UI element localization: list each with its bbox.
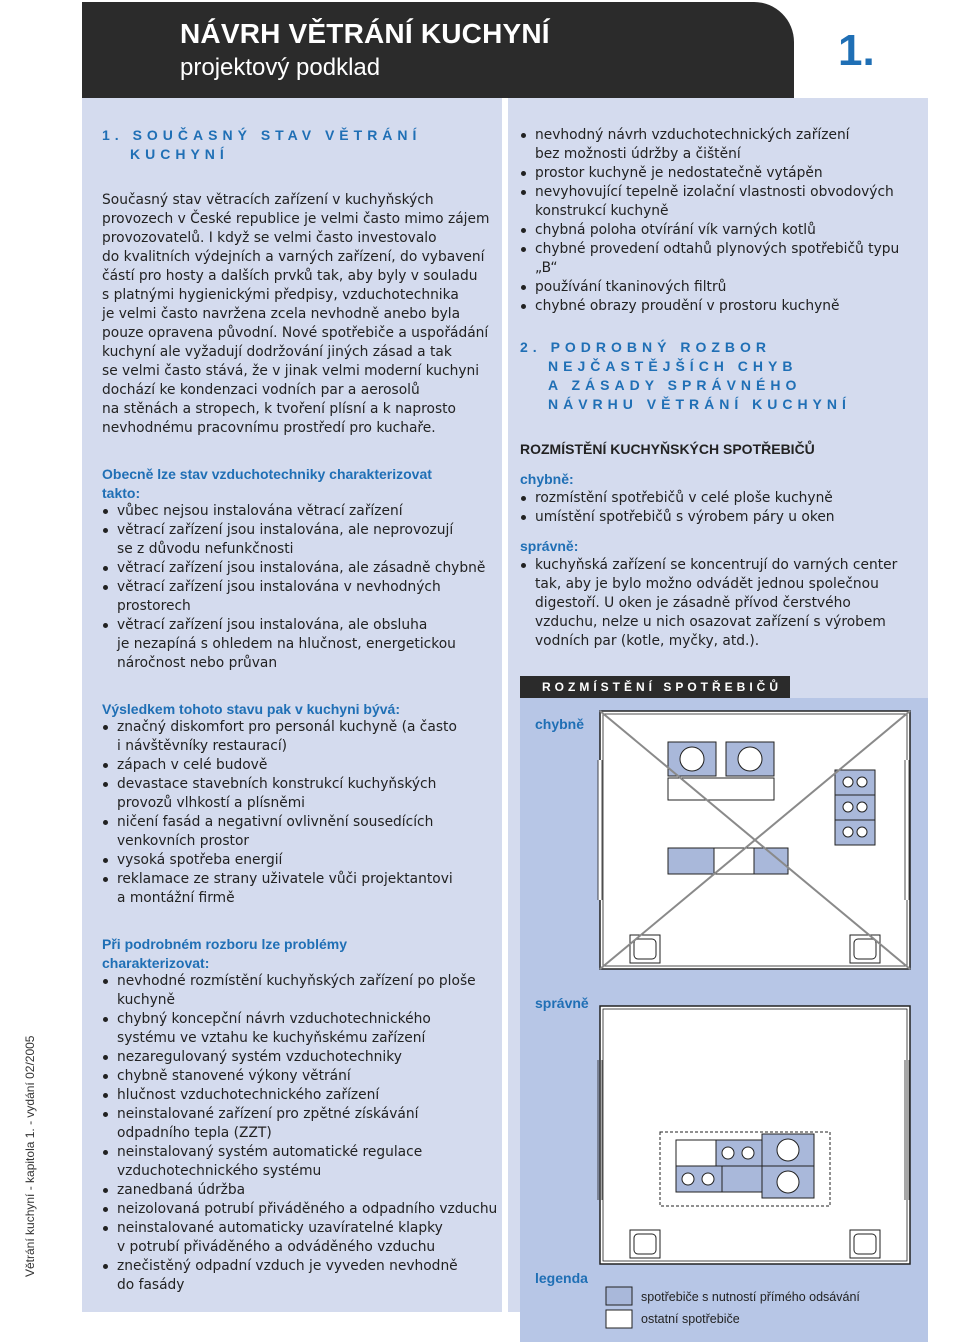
list-item-line: větrací zařízení jsou instalována, ale obsluha (117, 617, 428, 633)
intro-line: kuchyní ale vyžadují dodržování jiných zásad a tak (102, 344, 452, 360)
list-item-line: vysoká spotřeba energií (117, 852, 283, 868)
list-item-line: znečistěný odpadní vzduch je vyveden nevhodně (117, 1258, 458, 1274)
section1-line1: SOUČASNÝ STAV VĚTRÁNÍ (132, 127, 422, 143)
lead-line: charakterizovat: (102, 955, 210, 971)
lead-line: Výsledkem tohoto stavu pak v kuchyni bývá: (102, 701, 400, 717)
list-item-line: vzduchu, nelze u nich osazovat zařízení s výrobem (535, 614, 886, 630)
list-item-line: umístění spotřebičů s výrobem páry u oken (535, 509, 835, 525)
intro-line: dochází ke kondenzaci vodních par a aerosolů (102, 382, 420, 398)
section2-line4: NÁVRHU VĚTRÁNÍ KUCHYNÍ (548, 396, 851, 412)
list-item-line: provozů vlhkostí a plísněmi (117, 795, 306, 811)
list-item-line: používání tkaninových filtrů (535, 279, 727, 295)
intro-line: částí pro hosty a dalších prvků tak, aby byly v souladu (102, 268, 478, 284)
legend-item-extract: spotřebiče s nutností přímého odsávání (641, 1290, 860, 1304)
intro-line: nevhodnému pracovnímu prostředí pro kuchaře. (102, 420, 436, 436)
list-item-line: neinstalované zařízení pro zpětné získávání (117, 1106, 419, 1122)
list-item-line: neinstalované automaticky uzavíratelné klapky (117, 1220, 443, 1236)
list-item-line: hlučnost vzduchotechnického zařízení (117, 1087, 380, 1103)
list-item-line: větrací zařízení jsou instalována v nevhodných (117, 579, 441, 595)
list-item-line: chybný koncepční návrh vzduchotechnického (117, 1011, 431, 1027)
list-item-line: je nezapíná s ohledem na hlučnost, energetickou (117, 636, 456, 652)
lead-line: Při podrobném rozboru lze problémy (102, 936, 348, 952)
list-item-line: kuchyňská zařízení se koncentrují do varných center (535, 557, 898, 573)
chapter-number: 1. (838, 26, 875, 75)
legend-swatch-extract (606, 1287, 632, 1305)
list-item-line: systému ve vztahu ke kuchyňskému zařízení (117, 1030, 426, 1046)
lead-line: Obecně lze stav vzduchotechniky charakterizovat (102, 466, 432, 482)
legend-title: legenda (535, 1270, 588, 1286)
list-item-line: kuchyně (117, 992, 176, 1008)
list-item-line: značný diskomfort pro personál kuchyně (a často (117, 719, 457, 735)
diagram-wrong-label: chybně (535, 716, 585, 732)
list-item-line: neinstalovaný systém automatické regulace (117, 1144, 423, 1160)
list-item-line: chybně stanovené výkony větrání (117, 1068, 351, 1084)
intro-line: provozovatelů. I když se velmi často investovalo (102, 230, 437, 246)
list-item-line: tak, aby je bylo možno odvádět jednou společnou (535, 576, 879, 592)
list-item-line: v potrubí přiváděného a odváděného vzduchu (117, 1239, 436, 1255)
list-item-line: konstrukcí kuchyně (535, 203, 669, 219)
list-item-line: chybné provedení odtahů plynových spotřebičů typu „B“ (535, 241, 900, 276)
section1-line2: KUCHYNÍ (130, 146, 229, 162)
intro-line: pouze opravena původní. Nové spotřebiče a uspořádání (102, 325, 489, 341)
page-title: NÁVRH VĚTRÁNÍ KUCHYNÍ (180, 18, 550, 49)
list-item-line: zanedbaná údržba (117, 1182, 246, 1198)
list-item-line: neizolovaná potrubí přiváděného a odpadního vzduchu (117, 1201, 498, 1217)
list-item-line: nevhodný návrh vzduchotechnických zařízení (535, 127, 850, 143)
list-item-line: chybná poloha otvírání vík varných kotlů (535, 222, 816, 238)
list-item-line: nevhodné rozmístění kuchyňských zařízení po ploše (117, 973, 476, 989)
list-item-line: vůbec nejsou instalována větrací zařízení (117, 503, 403, 519)
list-item-line: reklamace ze strany uživatele vůči projektantovi (117, 871, 453, 887)
sidebar-caption: Větrání kuchyní - kapitola 1. - vydání 02/2005 (23, 1035, 37, 1277)
diagram-tab: ROZMÍSTĚNÍ SPOTŘEBIČŮ (520, 676, 790, 698)
intro-line: do kvalitních výdejních a varných zařízení, do vybavení (102, 249, 485, 265)
list-item-line: do fasády (117, 1277, 185, 1293)
plan-wrong (598, 711, 910, 969)
section2-number: 2. (520, 339, 542, 355)
list-item-line: prostorech (117, 598, 191, 614)
list-item-line: vzduchotechnického systému (117, 1163, 322, 1179)
list-item-line: i návštěvníky restaurací) (117, 738, 288, 754)
list-item-line: ničení fasád a negativní ovlivnění sousedících (117, 814, 434, 830)
intro-line: je velmi často navržena zcela nevhodně anebo byla (102, 306, 461, 322)
list-item-line: chybné obrazy proudění v prostoru kuchyně (535, 298, 840, 314)
list-item-line: a montážní firmě (117, 890, 235, 906)
list-item-line: rozmístění spotřebičů v celé ploše kuchyně (535, 490, 833, 506)
section1-number: 1. (102, 127, 124, 143)
intro-line: Současný stav větracích zařízení v kuchyňských (102, 192, 434, 208)
list-item-line: se z důvodu nefunkčnosti (117, 541, 294, 557)
diagram-correct-label: správně (535, 995, 589, 1011)
list-item-line: digestoří. U oken je zásadně přívod čerstvého (535, 595, 851, 611)
list-item-line: devastace stavebních konstrukcí kuchyňských (117, 776, 437, 792)
legend-item-other: ostatní spotřebiče (641, 1312, 740, 1326)
list-item-line: odpadního tepla (ZZT) (117, 1125, 272, 1141)
legend-swatch-other (606, 1310, 632, 1328)
list-item-line: náročnost nebo průvan (117, 655, 278, 671)
list-item-line: vodních par (kotle, myčky, atd.). (535, 633, 760, 649)
section2-line2: NEJČASTĚJŠÍCH CHYB (548, 358, 798, 374)
section2-line1: PODROBNÝ ROZBOR (550, 339, 772, 355)
plan-correct (598, 1006, 910, 1264)
intro-line: na stěnách a stropech, k tvoření plísní a k naprosto (102, 401, 456, 417)
list-item-line: nezaregulovaný systém vzduchotechniky (117, 1049, 402, 1065)
list-item-line: venkovních prostor (117, 833, 250, 849)
wrong-label: chybně: (520, 471, 574, 487)
list-item-line: nevyhovující tepelně izolační vlastnosti obvodových (535, 184, 894, 200)
intro-line: se velmi často stává, že v jinak velmi moderní kuchyni (102, 363, 480, 379)
list-item-line: větrací zařízení jsou instalována, ale neprovozují (117, 522, 454, 538)
list-item-line: zápach v celé budově (117, 757, 268, 773)
list-item-line: větrací zařízení jsou instalována, ale zásadně chybně (117, 560, 486, 576)
list-item-line: prostor kuchyně je nedostatečně vytápěn (535, 165, 823, 181)
section2-line3: A ZÁSADY SPRÁVNÉHO (548, 377, 802, 393)
correct-label: správně: (520, 538, 579, 554)
intro-line: s platnými hygienickými předpisy, vzduchotechnika (102, 287, 459, 303)
page-subtitle: projektový podklad (180, 54, 381, 81)
list-item-line: bez možnosti údržby a čištění (535, 146, 741, 162)
lead-line: takto: (102, 485, 141, 501)
intro-line: provozech v České republice je velmi často mimo zájem (102, 211, 490, 227)
appliance-placement-heading: ROZMÍSTĚNÍ KUCHYŇSKÝCH SPOTŘEBIČŮ (520, 441, 815, 457)
